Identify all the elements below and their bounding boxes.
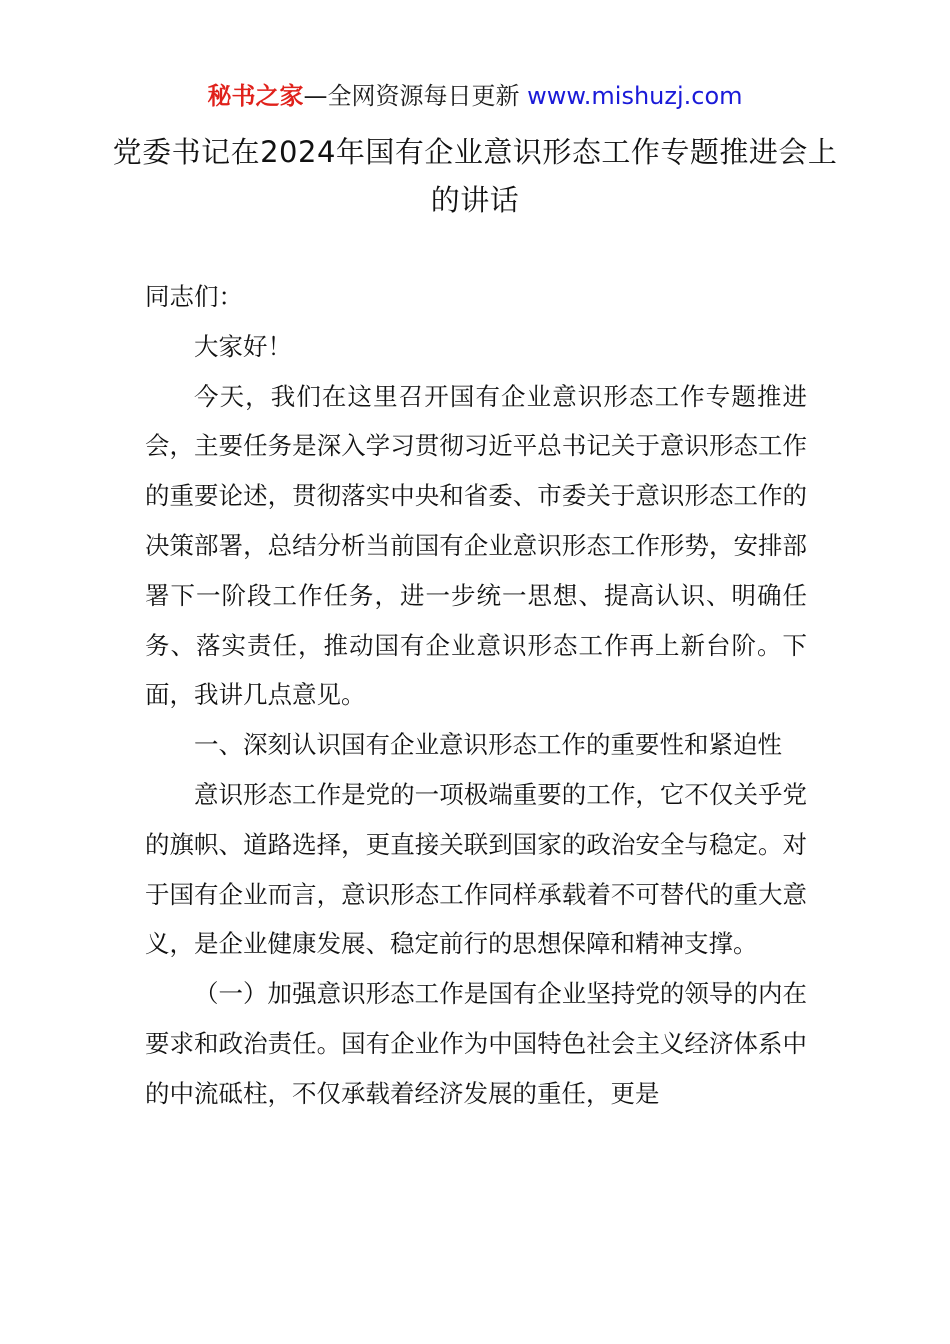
subsection-paragraph: （一）加强意识形态工作是国有企业坚持党的领导的内在要求和政治责任。国有企业作为中国特色社会主义经济体系中的中流砥柱，不仅承载着经济发展的重任，更是 bbox=[145, 979, 807, 1108]
greeting-paragraph: 大家好！ bbox=[194, 331, 292, 361]
document-title: 党委书记在2024年国有企业意识形态工作专题推进会上的讲话 bbox=[112, 135, 838, 217]
site-url-link[interactable]: www.mishuzj.com bbox=[527, 82, 743, 110]
body-paragraph: 意识形态工作是党的一项极端重要的工作，它不仅关乎党的旗帜、道路选择，更直接关联到国家的政治安全与稳定。对于国有企业而言，意识形态工作同样承载着不可替代的重大意义，是企业健康发展、稳定前行的思想保障和精神支撑。 bbox=[145, 779, 807, 959]
intro-paragraph: 今天，我们在这里召开国有企业意识形态工作专题推进会，主要任务是深入学习贯彻习近平总书记关于意识形态工作的重要论述，贯彻落实中央和省委、市委关于意识形态工作的决策部署，总结分析当前国有企业意识形态工作形势，安排部署下一阶段工作任务，进一步统一思想、提高认识、明确任务、落实责任，推动国有企业意识形态工作再上新台阶。下面，我讲几点意见。 bbox=[145, 381, 807, 710]
section-heading: 一、深刻认识国有企业意识形态工作的重要性和紧迫性 bbox=[194, 730, 782, 760]
header-tagline: —全网资源每日更新 bbox=[303, 82, 528, 110]
brand-name: 秘书之家 bbox=[207, 82, 304, 110]
site-header bbox=[0, 80, 950, 112]
salutation: 同志们： bbox=[145, 282, 243, 311]
document-body bbox=[145, 272, 807, 1119]
